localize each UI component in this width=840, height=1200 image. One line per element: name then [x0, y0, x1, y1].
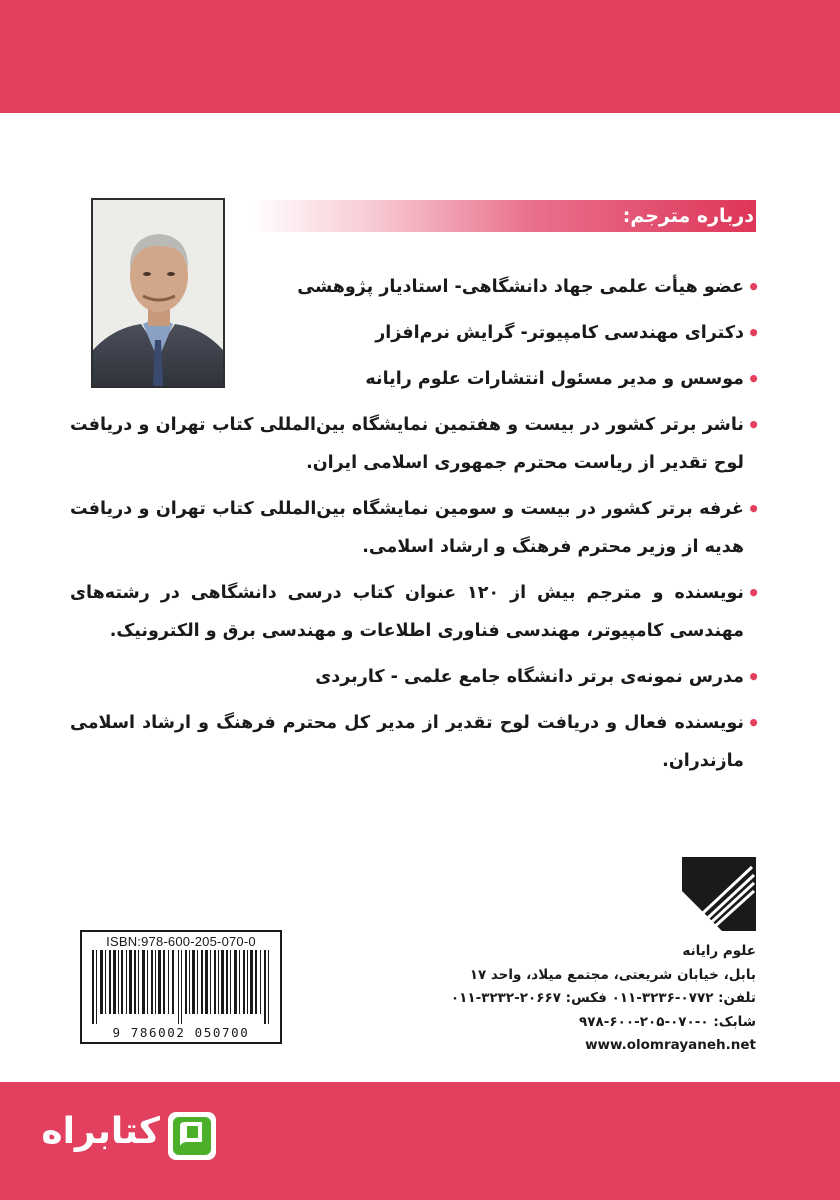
barcode-bars	[90, 950, 274, 1024]
publisher-website-link[interactable]: www.olomrayaneh.net	[585, 1037, 756, 1053]
publisher-info	[396, 940, 756, 1058]
translator-bio-list	[70, 268, 760, 788]
bio-item: • نویسنده و مترجم بیش از ۱۲۰ عنوان کتاب درسی دانشگاهی در رشته‌های مهندسی کامپیوتر، مهندسی فناوری اطلاعات و مهندسی برق و الکترونیک.	[70, 581, 760, 641]
publisher-isbn: شابک: ۰-۰۷۰-۲۰۵-۶۰۰-۹۷۸	[579, 1013, 756, 1030]
isbn-barcode	[80, 930, 282, 1044]
ketabrah-brand-text[interactable]: کتابراه	[41, 1111, 160, 1152]
top-color-band	[0, 0, 840, 113]
bio-item: • ناشر برتر کشور در بیست و هفتمین نمایشگاه بین‌المللی کتاب تهران و دریافت لوح تقدیر از ریاست محترم جمهوری اسلامی ایران.	[70, 413, 760, 473]
bio-item: • دکترای مهندسی کامپیوتر- گرایش نرم‌افزار	[375, 321, 760, 345]
bio-item: • غرفه برتر کشور در بیست و سومین نمایشگاه بین‌المللی کتاب تهران و دریافت هدیه از وزیر محترم فرهنگ و ارشاد اسلامی.	[70, 497, 760, 557]
isbn-label: ISBN:978-600-205-070-0	[106, 934, 256, 949]
publisher-logo-icon	[682, 857, 756, 931]
bio-item: • موسس و مدیر مسئول انتشارات علوم رایانه	[365, 367, 760, 391]
bio-item: • مدرس نمونه‌ی برتر دانشگاه جامع علمی - کاربردی	[315, 665, 760, 689]
publisher-phone: تلفن: ۰۷۷۲-۳۲۳۶-۰۱۱ فکس: ۲۰۶۶۷-۳۲۳۲-۰۱۱	[450, 990, 756, 1006]
section-title: درباره مترجم:	[622, 205, 754, 227]
publisher-name: علوم رایانه	[682, 943, 756, 959]
publisher-address: بابل، خیابان شریعتی، مجتمع میلاد، واحد ۱۷	[469, 966, 756, 983]
bio-item: • عضو هیأت علمی جهاد دانشگاهی- استادیار پژوهشی	[297, 275, 760, 299]
bio-item: • نویسنده فعال و دریافت لوح تقدیر از مدیر کل محترم فرهنگ و ارشاد اسلامی مازندران.	[70, 711, 760, 771]
barcode-digits: 9 786002 050700	[112, 1025, 250, 1040]
